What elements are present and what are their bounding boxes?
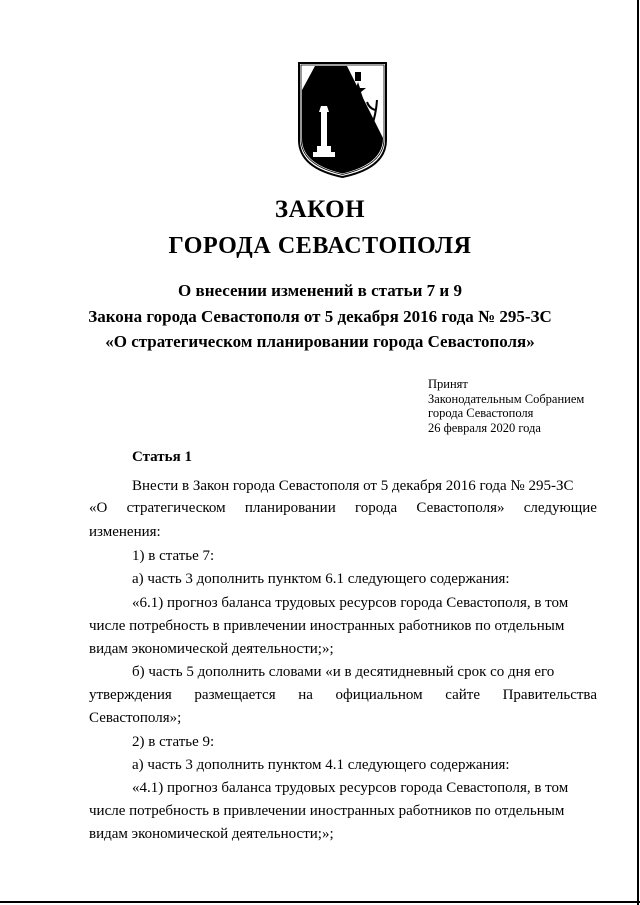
document-issuer: ГОРОДА СЕВАСТОПОЛЯ <box>168 233 472 259</box>
scan-border-right <box>637 0 639 905</box>
body-line: 1) в статье 7: <box>132 548 215 564</box>
adoption-block <box>428 377 584 435</box>
body-word: «О <box>89 500 108 516</box>
body-word: на <box>298 687 313 703</box>
body-line: изменения: <box>89 524 161 540</box>
adoption-date: 26 февраля 2020 года <box>428 420 541 435</box>
body-word: официальном <box>335 687 423 703</box>
body-line: б) часть 5 дополнить словами «и в десятидневный срок со дня его <box>132 664 555 680</box>
body-line: числе потребность в привлечении иностранных работников по отдельным <box>89 618 565 634</box>
body-line: а) часть 3 дополнить пунктом 6.1 следующего содержания: <box>132 571 510 587</box>
body-word: Правительства <box>502 687 597 703</box>
body-word: размещается <box>194 687 276 703</box>
coat-of-arms-icon <box>295 60 390 180</box>
body-line: видам экономической деятельности;»; <box>89 826 334 842</box>
body-line-justified <box>89 500 597 517</box>
body-word: города <box>354 500 398 516</box>
body-word: стратегическом <box>126 500 226 516</box>
scan-border-bottom <box>0 901 640 903</box>
body-line-justified <box>89 687 597 704</box>
subtitle-line: О внесении изменений в статьи 7 и 9 <box>178 281 462 300</box>
body-line: а) часть 3 дополнить пунктом 4.1 следующего содержания: <box>132 757 510 773</box>
adoption-line: города Севастополя <box>428 406 534 420</box>
subtitle-line: Закона города Севастополя от 5 декабря 2016 года № 295-ЗС <box>88 307 552 326</box>
body-line: «6.1) прогноз баланса трудовых ресурсов города Севастополя, в том <box>132 595 569 611</box>
body-line: видам экономической деятельности;»; <box>89 641 334 657</box>
body-line: числе потребность в привлечении иностранных работников по отдельным <box>89 803 565 819</box>
body-word: утверждения <box>89 687 172 703</box>
document-title: ЗАКОН <box>274 196 366 223</box>
body-word: сайте <box>445 687 480 703</box>
article-heading: Статья 1 <box>132 449 192 465</box>
body-word: планировании <box>244 500 336 516</box>
adoption-line: Принят <box>428 377 468 391</box>
body-word: Севастополя» <box>416 500 505 516</box>
body-line: 2) в статье 9: <box>132 734 215 750</box>
adoption-line: Законодательным Собранием <box>428 391 585 406</box>
body-line: Севастополя»; <box>89 710 182 726</box>
subtitle-line: «О стратегическом планировании города Севастополя» <box>105 332 535 351</box>
body-line: Внести в Закон города Севастополя от 5 декабря 2016 года № 295-ЗС <box>132 478 574 494</box>
body-word: следующие <box>523 500 597 516</box>
body-line: «4.1) прогноз баланса трудовых ресурсов города Севастополя, в том <box>132 780 569 796</box>
